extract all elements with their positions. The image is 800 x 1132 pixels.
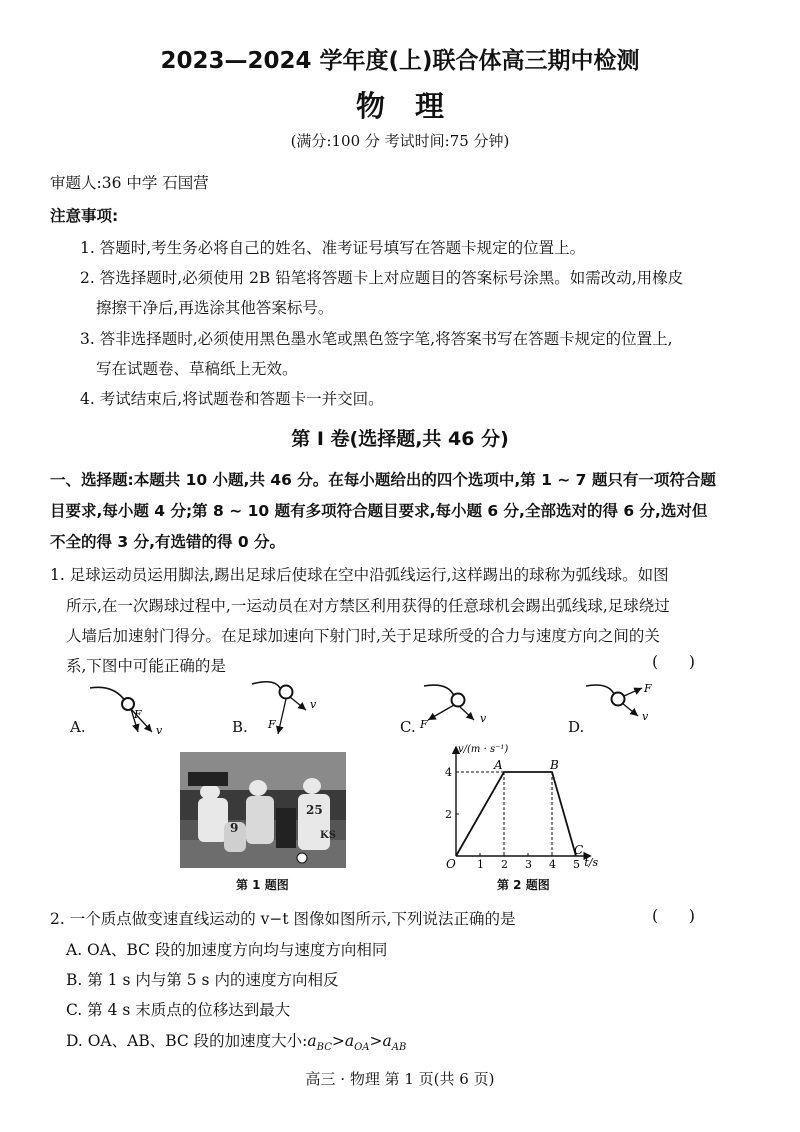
exam-meta: (满分:100 分 考试时间:75 分钟) <box>290 132 510 150</box>
point-label-B: B <box>550 758 559 772</box>
trajectory-arc <box>90 687 126 702</box>
velocity-label: v <box>310 698 317 711</box>
q1-option-d-label[interactable]: D. <box>568 718 585 736</box>
q2-answer-paren: ( ) <box>652 906 695 925</box>
trajectory-arc <box>252 682 280 688</box>
q1-option-a-label[interactable]: A. <box>70 718 86 736</box>
ball-icon <box>297 853 307 863</box>
notice-heading: 注意事项: <box>50 207 119 225</box>
x-tick-label: 3 <box>525 858 532 871</box>
q1-answer-paren: ( ) <box>652 652 695 671</box>
formula-a-oa: $a_{OA}$ <box>344 1032 370 1054</box>
q1-option-b-diagram[interactable] <box>250 676 340 740</box>
instruction-line-3: 不全的得 3 分,有选错的得 0 分。 <box>50 533 286 551</box>
figure1-photo <box>180 752 346 868</box>
force-arrow <box>624 688 642 696</box>
point-label-A: A <box>494 758 503 772</box>
q2-option-b[interactable]: B. 第 1 s 内与第 5 s 内的速度方向相反 <box>66 971 339 989</box>
formula-a-bc: $a_{BC}$ <box>307 1032 332 1054</box>
q1-option-c-label[interactable]: C. <box>400 718 416 736</box>
reviewer: 审题人:36 中学 石国营 <box>50 174 209 192</box>
force-label: F <box>644 682 652 695</box>
velocity-label: v <box>642 710 649 723</box>
notice-item-3: 3. 答非选择题时,必须使用黑色墨水笔或黑色签字笔,将答案书写在答题卡规定的位置上, <box>80 330 673 348</box>
figure1-caption: 第 1 题图 <box>236 878 289 892</box>
force-label: F <box>420 718 428 731</box>
page-footer: 高三 · 物理 第 1 页(共 6 页) <box>305 1070 495 1088</box>
velocity-label: v <box>480 712 487 725</box>
instruction-line-2: 目要求,每小题 4 分;第 8 ~ 10 题有多项符合题目要求,每小题 6 分,全部选对的得 6 分,选对但 <box>50 502 708 520</box>
notice-item-1: 1. 答题时,考生务必将自己的姓名、准考证号填写在答题卡规定的位置上。 <box>80 239 586 257</box>
q2-stem: 2. 一个质点做变速直线运动的 v−t 图像如图所示,下列说法正确的是 <box>50 910 516 928</box>
velocity-arrow <box>622 703 638 716</box>
subject-title: 物理 <box>355 89 474 123</box>
vt-chart <box>420 742 620 877</box>
y-axis-label: v/(m · s⁻¹) <box>458 744 509 755</box>
force-arrow <box>278 699 286 734</box>
x-tick-label: 4 <box>549 858 556 871</box>
q1-line-1: 1. 足球运动员运用脚法,踢出足球后使球在空中沿弧线运行,这样踢出的球称为弧线球。如图 <box>50 566 669 584</box>
q1-option-c-diagram[interactable] <box>414 680 504 740</box>
x-axis-label: t/s <box>584 856 599 869</box>
point-label-O: O <box>446 857 456 871</box>
q2-option-a[interactable]: A. OA、BC 段的加速度方向均与速度方向相同 <box>66 941 388 959</box>
force-arrow <box>428 705 454 720</box>
ball-icon <box>280 686 293 699</box>
x-tick-label: 1 <box>477 858 484 871</box>
banner-text: KS <box>320 830 336 841</box>
q2-option-d[interactable] <box>66 1029 406 1053</box>
force-label: F <box>134 708 142 721</box>
ball-icon <box>122 698 134 710</box>
q2-option-d-text: D. OA、AB、BC 段的加速度大小: <box>66 1032 308 1050</box>
notice-item-2: 2. 答选择题时,必须使用 2B 铅笔将答题卡上对应题目的答案标号涂黑。如需改动,用橡皮 <box>80 269 684 287</box>
velocity-arrow <box>460 707 474 720</box>
q1-line-3: 人墙后加速射门得分。在足球加速向下射门时,关于足球所受的合力与速度方向之间的关 <box>66 627 660 645</box>
jersey-number-9: 9 <box>230 821 239 835</box>
formula-a-ab: $a_{AB}$ <box>382 1032 407 1054</box>
velocity-arrow <box>290 697 306 710</box>
notice-item-2-cont: 擦擦干净后,再选涂其他答案标号。 <box>96 299 334 317</box>
notice-item-3-cont: 写在试题卷、草稿纸上无效。 <box>96 360 298 378</box>
q1-option-d-diagram[interactable] <box>584 680 674 740</box>
ball-icon <box>452 694 465 707</box>
point-label-C: C <box>574 843 584 857</box>
notice-item-4: 4. 考试结束后,将试题卷和答题卡一并交回。 <box>80 390 384 408</box>
q1-option-b-label[interactable]: B. <box>232 718 248 736</box>
trajectory-arc <box>424 685 454 696</box>
trajectory-arc <box>586 685 614 694</box>
jersey-number-25: 25 <box>306 803 323 817</box>
section-title: 第 I 卷(选择题,共 46 分) <box>291 428 509 450</box>
q1-option-a-diagram[interactable] <box>88 680 178 740</box>
instruction-line-1: 一、选择题:本题共 10 小题,共 46 分。在每小题给出的四个选项中,第 1 ~ 7 题只有一项符合题 <box>50 471 716 489</box>
formula-gt-2: > <box>369 1032 383 1050</box>
exam-title: 2023—2024 学年度(上)联合体高三期中检测 <box>160 48 640 74</box>
force-label: F <box>268 718 276 731</box>
figure2-caption: 第 2 题图 <box>497 878 550 892</box>
y-tick-label: 2 <box>445 808 452 821</box>
series-line <box>456 772 576 856</box>
y-tick-label: 4 <box>445 766 452 779</box>
velocity-label: v <box>156 724 163 737</box>
q2-option-c[interactable]: C. 第 4 s 末质点的位移达到最大 <box>66 1001 291 1019</box>
x-tick-label: 5 <box>573 858 580 871</box>
formula-gt-1: > <box>331 1032 345 1050</box>
q1-line-2: 所示,在一次踢球过程中,一运动员在对方禁区利用获得的任意球机会踢出弧线球,足球绕过 <box>66 597 670 615</box>
q1-line-4: 系,下图中可能正确的是 <box>66 657 226 675</box>
x-tick-label: 2 <box>501 858 508 871</box>
